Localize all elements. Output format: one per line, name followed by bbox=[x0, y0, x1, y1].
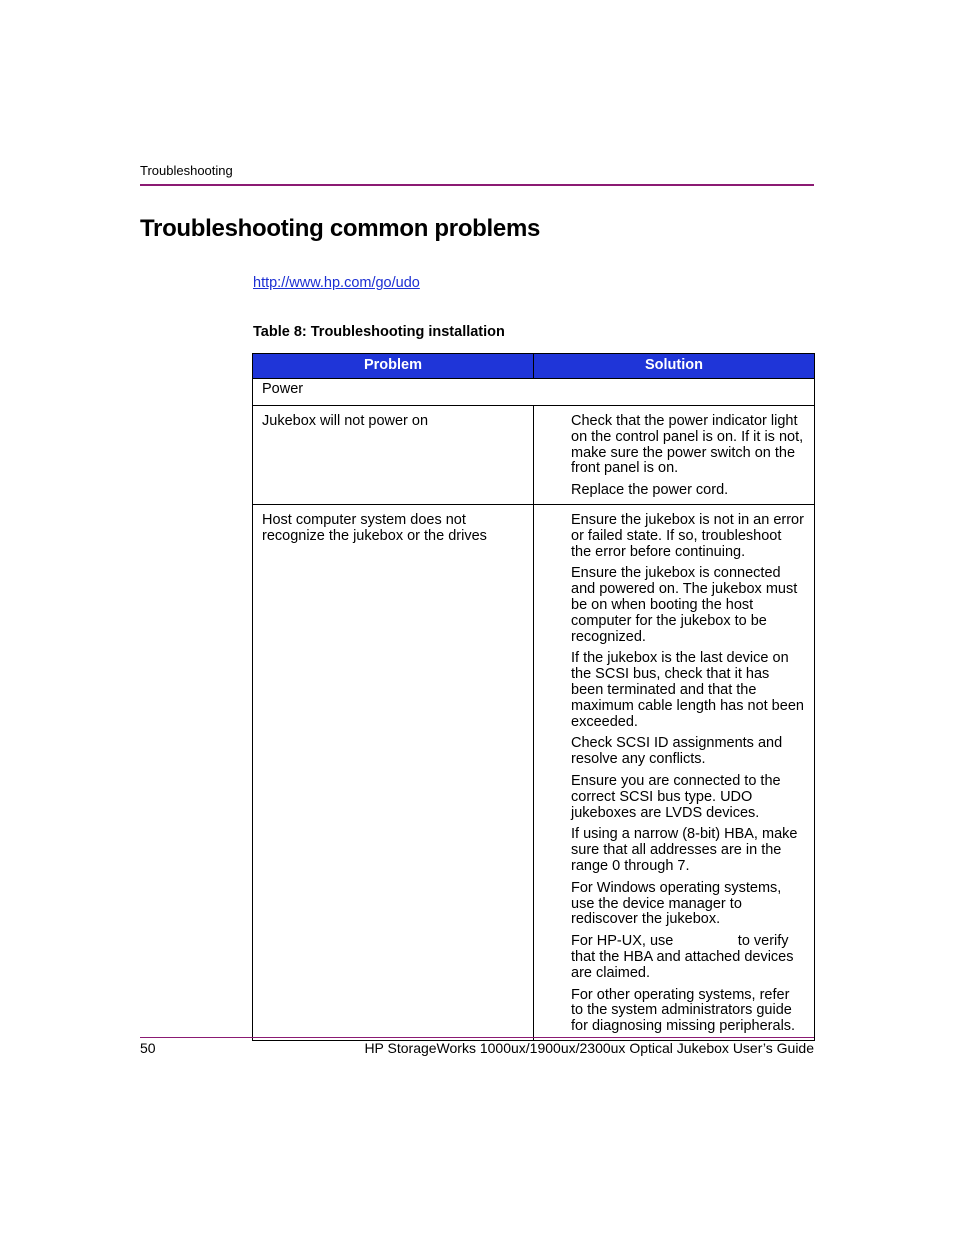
table-header-row bbox=[253, 354, 815, 379]
solution-item: Check that the power indicator light on the control panel is on. If it is not, make sure the power switch on the front panel is on. bbox=[571, 413, 804, 477]
column-header-solution: Solution bbox=[534, 354, 815, 379]
solution-item: Check SCSI ID assignments and resolve any conflicts. bbox=[571, 735, 783, 768]
solution-item: For Windows operating systems, use the device manager to rediscover the jukebox. bbox=[571, 879, 782, 928]
solution-item: If the jukebox is the last device on the SCSI bus, check that it has been terminated and that the maximum cable length has not been exceeded. bbox=[571, 650, 804, 730]
troubleshooting-table bbox=[252, 353, 815, 1041]
problem-cell: Jukebox will not power on bbox=[253, 406, 534, 505]
footer-divider bbox=[140, 1037, 814, 1038]
section-label-power: Power bbox=[253, 379, 815, 406]
solution-item: For HP-UX, use to verify that the HBA and attached devices are claimed. bbox=[571, 933, 798, 981]
solution-item: Ensure the jukebox is not in an error or failed state. If so, troubleshoot the error before continuing. bbox=[571, 511, 804, 560]
table-row bbox=[253, 504, 815, 1040]
page-title: Troubleshooting common problems bbox=[140, 215, 541, 242]
solution-cell bbox=[534, 504, 815, 1040]
problem-cell: Host computer system does not recognize the jukebox or the drives bbox=[253, 504, 534, 1040]
section-row bbox=[253, 379, 815, 406]
solution-item: Ensure you are connected to the correct SCSI bus type. UDO jukeboxes are LVDS devices. bbox=[571, 772, 781, 821]
table-row bbox=[253, 406, 815, 505]
solution-item: Replace the power cord. bbox=[571, 482, 729, 499]
header-divider bbox=[140, 184, 814, 186]
hp-udo-link[interactable]: http://www.hp.com/go/udo bbox=[253, 275, 420, 291]
page-number: 50 bbox=[140, 1040, 156, 1056]
running-header: Troubleshooting bbox=[140, 163, 233, 178]
solution-item: Ensure the jukebox is connected and powered on. The jukebox must be on when booting the host computer for the jukebox to be recognized. bbox=[571, 565, 798, 645]
table-caption: Table 8: Troubleshooting installation bbox=[253, 324, 505, 340]
solution-cell bbox=[534, 406, 815, 505]
column-header-problem: Problem bbox=[253, 354, 534, 379]
solution-item: If using a narrow (8-bit) HBA, make sure that all addresses are in the range 0 through 7. bbox=[571, 826, 798, 874]
solution-item: For other operating systems, refer to the system administrators guide for diagnosing missing peripherals. bbox=[571, 986, 796, 1035]
guide-title: HP StorageWorks 1000ux/1900ux/2300ux Optical Jukebox User’s Guide bbox=[364, 1040, 814, 1056]
